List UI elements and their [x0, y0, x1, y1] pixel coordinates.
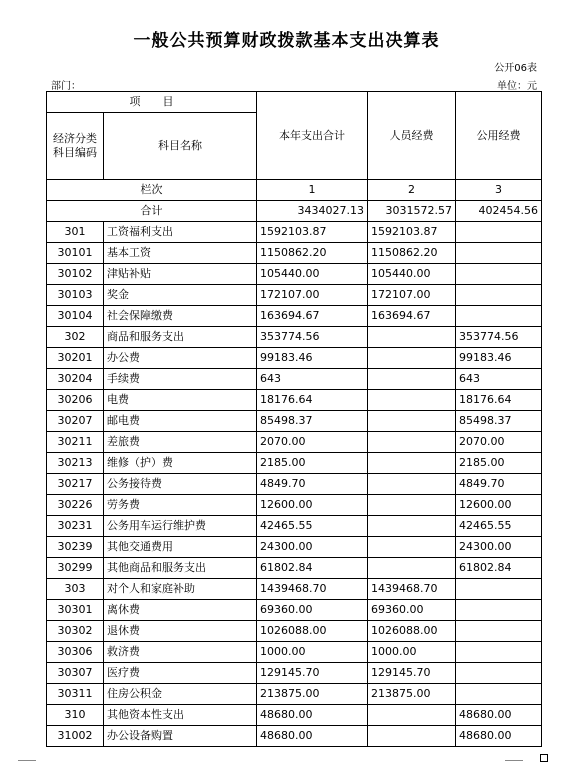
row-total: 69360.00 — [257, 600, 368, 621]
row-total: 1000.00 — [257, 642, 368, 663]
row-personnel — [368, 558, 456, 579]
row-personnel — [368, 726, 456, 747]
row-name: 离休费 — [104, 600, 257, 621]
row-personnel — [368, 453, 456, 474]
row-code: 31002 — [47, 726, 104, 747]
row-name: 其他资本性支出 — [104, 705, 257, 726]
row-code: 30217 — [47, 474, 104, 495]
row-personnel: 1026088.00 — [368, 621, 456, 642]
row-name: 维修（护）费 — [104, 453, 257, 474]
row-public: 643 — [456, 369, 542, 390]
summary-personnel: 3031572.57 — [368, 201, 456, 222]
row-public — [456, 243, 542, 264]
row-personnel: 1439468.70 — [368, 579, 456, 600]
row-public — [456, 264, 542, 285]
row-public — [456, 579, 542, 600]
form-number: 公开06表 — [494, 63, 537, 74]
table-row — [47, 621, 542, 642]
row-code: 30301 — [47, 600, 104, 621]
row-total: 105440.00 — [257, 264, 368, 285]
row-public: 48680.00 — [456, 705, 542, 726]
row-code: 30299 — [47, 558, 104, 579]
row-total: 85498.37 — [257, 411, 368, 432]
row-total: 1150862.20 — [257, 243, 368, 264]
row-public: 2070.00 — [456, 432, 542, 453]
row-public: 48680.00 — [456, 726, 542, 747]
table-row — [47, 474, 542, 495]
row-name: 其他交通费用 — [104, 537, 257, 558]
table-row — [47, 516, 542, 537]
row-total: 48680.00 — [257, 726, 368, 747]
row-personnel — [368, 495, 456, 516]
row-name: 奖金 — [104, 285, 257, 306]
row-code: 30211 — [47, 432, 104, 453]
row-code: 30307 — [47, 663, 104, 684]
row-public: 99183.46 — [456, 348, 542, 369]
table-row — [47, 222, 542, 243]
item-header: 项 目 — [47, 92, 257, 113]
row-personnel — [368, 327, 456, 348]
row-public — [456, 621, 542, 642]
expenditure-table — [46, 91, 542, 747]
row-code: 30306 — [47, 642, 104, 663]
row-name: 医疗费 — [104, 663, 257, 684]
code-header: 经济分类科目编码 — [47, 113, 104, 180]
row-name: 邮电费 — [104, 411, 257, 432]
name-header: 科目名称 — [104, 113, 257, 180]
row-personnel: 1592103.87 — [368, 222, 456, 243]
row-public — [456, 642, 542, 663]
row-personnel — [368, 516, 456, 537]
table-row — [47, 453, 542, 474]
row-name: 救济费 — [104, 642, 257, 663]
row-code: 30104 — [47, 306, 104, 327]
row-total: 172107.00 — [257, 285, 368, 306]
row-public: 353774.56 — [456, 327, 542, 348]
row-code: 30204 — [47, 369, 104, 390]
table-row — [47, 369, 542, 390]
table-row — [47, 558, 542, 579]
row-name: 退休费 — [104, 621, 257, 642]
table-row — [47, 285, 542, 306]
row-personnel: 69360.00 — [368, 600, 456, 621]
row-code: 30311 — [47, 684, 104, 705]
row-name: 对个人和家庭补助 — [104, 579, 257, 600]
summary-row — [47, 201, 542, 222]
row-personnel — [368, 411, 456, 432]
row-total: 18176.64 — [257, 390, 368, 411]
row-total: 12600.00 — [257, 495, 368, 516]
row-code: 30103 — [47, 285, 104, 306]
column-index-2: 2 — [368, 180, 456, 201]
row-name: 工资福利支出 — [104, 222, 257, 243]
row-code: 30102 — [47, 264, 104, 285]
footer-rule-right — [505, 760, 523, 761]
table-row — [47, 243, 542, 264]
row-personnel: 129145.70 — [368, 663, 456, 684]
row-personnel — [368, 432, 456, 453]
row-personnel: 1150862.20 — [368, 243, 456, 264]
row-name: 社会保障缴费 — [104, 306, 257, 327]
row-name: 住房公积金 — [104, 684, 257, 705]
row-code: 30239 — [47, 537, 104, 558]
row-code: 302 — [47, 327, 104, 348]
row-public — [456, 600, 542, 621]
row-code: 30206 — [47, 390, 104, 411]
row-code: 301 — [47, 222, 104, 243]
table-row — [47, 684, 542, 705]
row-code: 30213 — [47, 453, 104, 474]
row-total: 1439468.70 — [257, 579, 368, 600]
row-public: 12600.00 — [456, 495, 542, 516]
row-total: 163694.67 — [257, 306, 368, 327]
row-code: 30201 — [47, 348, 104, 369]
summary-public: 402454.56 — [456, 201, 542, 222]
row-name: 其他商品和服务支出 — [104, 558, 257, 579]
row-name: 公务接待费 — [104, 474, 257, 495]
unit-label: 单位：元 — [497, 81, 537, 92]
row-name: 基本工资 — [104, 243, 257, 264]
table-row — [47, 306, 542, 327]
row-total: 213875.00 — [257, 684, 368, 705]
footer-rule-left — [18, 760, 36, 761]
table-row — [47, 264, 542, 285]
table-row — [47, 432, 542, 453]
row-public: 4849.70 — [456, 474, 542, 495]
table-row — [47, 348, 542, 369]
table-row — [47, 495, 542, 516]
row-total: 42465.55 — [257, 516, 368, 537]
public-header: 公用经费 — [456, 92, 542, 180]
row-total: 48680.00 — [257, 705, 368, 726]
row-public: 42465.55 — [456, 516, 542, 537]
row-personnel — [368, 348, 456, 369]
table-row — [47, 726, 542, 747]
table-row — [47, 390, 542, 411]
row-name: 办公设备购置 — [104, 726, 257, 747]
row-public — [456, 306, 542, 327]
row-total: 99183.46 — [257, 348, 368, 369]
table-row — [47, 327, 542, 348]
row-code: 30302 — [47, 621, 104, 642]
row-total: 1026088.00 — [257, 621, 368, 642]
row-personnel — [368, 369, 456, 390]
column-index-label: 栏次 — [47, 180, 257, 201]
row-personnel: 1000.00 — [368, 642, 456, 663]
row-personnel: 163694.67 — [368, 306, 456, 327]
row-public: 61802.84 — [456, 558, 542, 579]
column-index-row — [47, 180, 542, 201]
row-name: 差旅费 — [104, 432, 257, 453]
row-total: 2185.00 — [257, 453, 368, 474]
table-row — [47, 663, 542, 684]
column-index-3: 3 — [456, 180, 542, 201]
page-corner-mark — [540, 754, 548, 762]
row-name: 电费 — [104, 390, 257, 411]
row-total: 643 — [257, 369, 368, 390]
row-total: 24300.00 — [257, 537, 368, 558]
row-public: 18176.64 — [456, 390, 542, 411]
row-personnel — [368, 474, 456, 495]
row-personnel — [368, 705, 456, 726]
row-code: 30207 — [47, 411, 104, 432]
table-row — [47, 705, 542, 726]
row-personnel: 105440.00 — [368, 264, 456, 285]
row-name: 津贴补贴 — [104, 264, 257, 285]
row-public: 24300.00 — [456, 537, 542, 558]
row-name: 手续费 — [104, 369, 257, 390]
row-total: 1592103.87 — [257, 222, 368, 243]
total-header: 本年支出合计 — [257, 92, 368, 180]
row-personnel: 213875.00 — [368, 684, 456, 705]
row-total: 4849.70 — [257, 474, 368, 495]
row-public — [456, 684, 542, 705]
table-row — [47, 579, 542, 600]
table-row — [47, 537, 542, 558]
row-personnel — [368, 537, 456, 558]
department-label: 部门： — [51, 81, 81, 92]
row-name: 公务用车运行维护费 — [104, 516, 257, 537]
row-public — [456, 285, 542, 306]
table-row — [47, 600, 542, 621]
header-row-1 — [47, 92, 542, 113]
row-code: 30226 — [47, 495, 104, 516]
row-code: 30231 — [47, 516, 104, 537]
row-code: 30101 — [47, 243, 104, 264]
row-total: 61802.84 — [257, 558, 368, 579]
personnel-header: 人员经费 — [368, 92, 456, 180]
report-title: 一般公共预算财政拨款基本支出决算表 — [133, 31, 440, 51]
row-total: 129145.70 — [257, 663, 368, 684]
row-name: 商品和服务支出 — [104, 327, 257, 348]
row-public: 2185.00 — [456, 453, 542, 474]
row-personnel: 172107.00 — [368, 285, 456, 306]
row-public: 85498.37 — [456, 411, 542, 432]
row-public — [456, 663, 542, 684]
row-code: 303 — [47, 579, 104, 600]
row-name: 办公费 — [104, 348, 257, 369]
table-row — [47, 642, 542, 663]
row-personnel — [368, 390, 456, 411]
column-index-1: 1 — [257, 180, 368, 201]
summary-label: 合计 — [47, 201, 257, 222]
table-row — [47, 411, 542, 432]
row-total: 2070.00 — [257, 432, 368, 453]
row-code: 310 — [47, 705, 104, 726]
row-name: 劳务费 — [104, 495, 257, 516]
summary-total: 3434027.13 — [257, 201, 368, 222]
row-total: 353774.56 — [257, 327, 368, 348]
row-public — [456, 222, 542, 243]
